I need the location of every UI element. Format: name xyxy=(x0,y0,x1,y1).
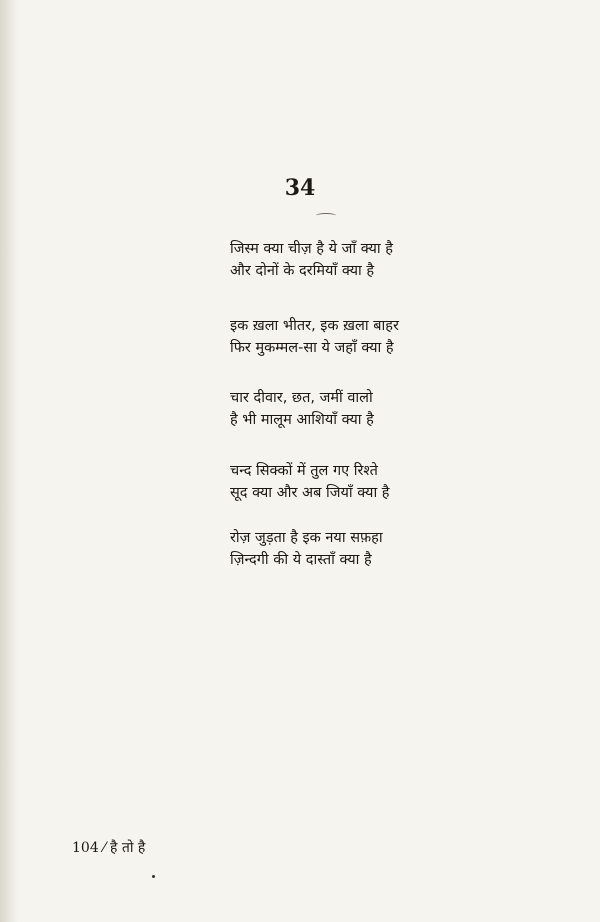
stanza-line: जिस्म क्या चीज़ है ये जाँ क्या है xyxy=(230,241,393,257)
page-spine-shadow xyxy=(0,0,18,922)
stanza-line: ज़िन्दगी की ये दास्ताँ क्या है xyxy=(230,552,372,568)
stanza-line: रोज़ जुड़ता है इक नया सफ़हा xyxy=(230,530,383,546)
stanza-2 xyxy=(230,315,510,359)
stanza-line: सूद क्या और अब जियाँ क्या है xyxy=(230,485,390,501)
stanza-line: है भी मालूम आशियाँ क्या है xyxy=(230,412,374,428)
stanza-line: चार दीवार, छत, जमीं वालो xyxy=(230,390,373,406)
stanza-line: इक ख़ला भीतर, इक ख़ला बाहर xyxy=(230,318,399,334)
ornament-flourish xyxy=(316,213,336,218)
page-footer: 104 ⁄ है तो है xyxy=(72,840,146,856)
stanza-1 xyxy=(230,238,510,282)
stanza-line: और दोनों के दरमियाँ क्या है xyxy=(230,263,375,279)
stanza-line: फिर मुकम्मल-सा ये जहाँ क्या है xyxy=(230,340,394,356)
stanza-line: चन्द सिक्कों में तुल गए रिश्ते xyxy=(230,463,378,479)
stanza-3 xyxy=(230,387,510,431)
stanza-5 xyxy=(230,527,510,571)
poem-number: 34 xyxy=(284,175,316,201)
stanza-4 xyxy=(230,460,510,504)
ink-speck xyxy=(152,875,155,878)
